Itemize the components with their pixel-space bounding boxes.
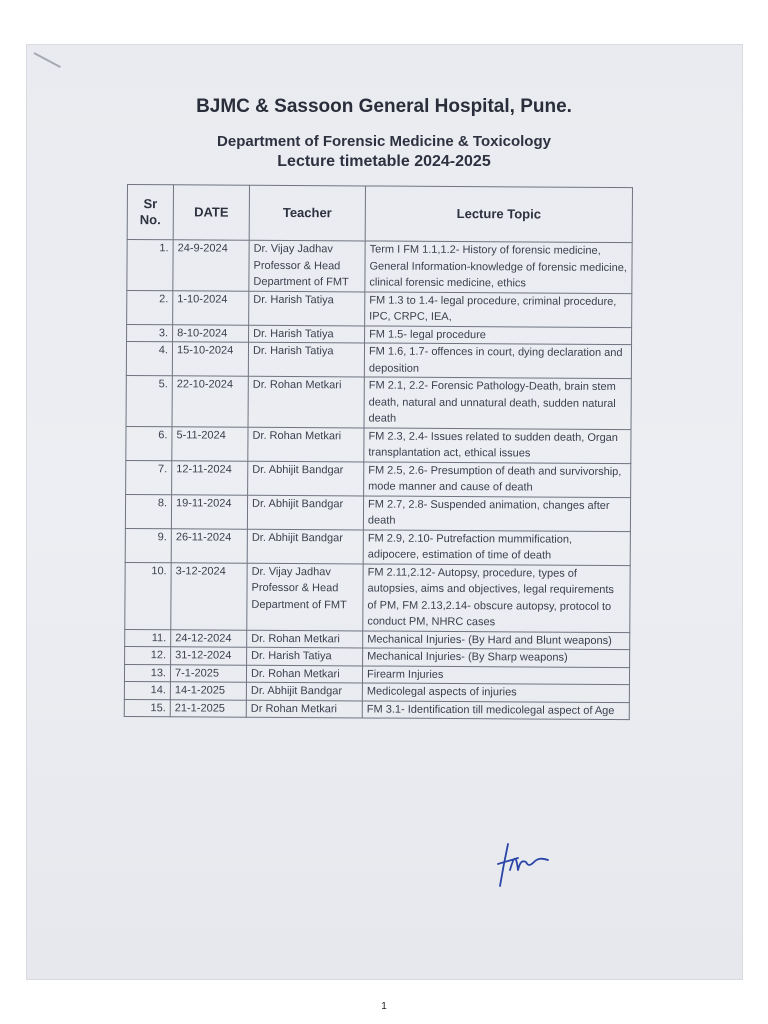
table-row (125, 562, 630, 632)
table-header-row (127, 185, 632, 243)
row-teacher: Dr. Rohan Metkari (248, 376, 364, 427)
row-topic: Firearm Injuries (362, 665, 629, 684)
table-row (126, 375, 631, 429)
table-row (127, 240, 632, 294)
row-topic: FM 2.7, 2.8- Suspended animation, changes after death (363, 495, 630, 531)
row-sr: 10. (125, 562, 171, 629)
table-row (126, 342, 631, 379)
row-sr: 14. (124, 681, 170, 699)
row-topic: FM 2.9, 2.10- Putrefaction mummification, adipocere, estimation of time of death (363, 529, 630, 565)
row-date: 21-1-2025 (170, 699, 246, 717)
header-teacher: Teacher (249, 185, 365, 241)
page-number: 1 (381, 1001, 387, 1012)
row-date: 12-11-2024 (172, 460, 248, 494)
row-teacher: Dr. Abhijit Bandgar (246, 682, 362, 700)
row-sr: 5. (126, 375, 172, 426)
row-sr: 12. (125, 646, 171, 664)
row-teacher: Dr. Harish Tatiya (249, 291, 365, 326)
row-topic: FM 2.5, 2.6- Presumption of death and survivorship, mode manner and cause of death (364, 461, 631, 497)
department-name: Department of Forensic Medicine & Toxicology (217, 133, 551, 150)
row-date: 15-10-2024 (172, 342, 248, 376)
row-topic: FM 2.3, 2.4- Issues related to sudden death, Organ transplantation act, ethical issues (364, 427, 631, 463)
row-topic: FM 2.1, 2.2- Forensic Pathology-Death, brain stem death, natural and unnatural death, sudden natural death (364, 377, 631, 429)
row-date: 26-11-2024 (171, 528, 247, 562)
table-row (125, 494, 630, 531)
table-body (124, 240, 632, 720)
row-date: 1-10-2024 (173, 290, 249, 324)
row-date: 7-1-2025 (170, 664, 246, 682)
row-teacher: Dr. Abhijit Bandgar (247, 529, 363, 564)
row-topic: Mechanical Injuries- (By Hard and Blunt weapons) (363, 630, 630, 649)
row-teacher: Dr. Vijay Jadhav Professor & Head Department of FMT (249, 240, 365, 291)
row-topic: FM 1.6, 1.7- offences in court, dying declaration and deposition (364, 343, 631, 379)
row-date: 24-9-2024 (173, 240, 249, 291)
row-teacher: Dr. Vijay Jadhav Professor & Head Department of FMT (247, 563, 363, 631)
row-sr: 7. (126, 460, 172, 494)
row-date: 3-12-2024 (171, 562, 247, 629)
row-date: 24-12-2024 (171, 629, 247, 647)
header-sr: Sr No. (127, 185, 173, 240)
row-date: 19-11-2024 (171, 494, 247, 528)
table-row (125, 528, 630, 565)
table-row (127, 290, 632, 327)
row-date: 5-11-2024 (172, 426, 248, 460)
row-teacher: Dr. Rohan Metkari (246, 665, 362, 683)
row-sr: 4. (126, 342, 172, 376)
row-teacher: Dr. Rohan Metkari (248, 427, 364, 462)
row-topic: FM 1.3 to 1.4- legal procedure, criminal procedure, IPC, CRPC, IEA, (365, 291, 632, 327)
row-date: 14-1-2025 (170, 682, 246, 700)
signature (492, 836, 552, 892)
row-topic: Medicolegal aspects of injuries (362, 683, 629, 702)
row-sr: 1. (127, 240, 173, 291)
row-teacher: Dr Rohan Metkari (246, 700, 362, 718)
row-sr: 3. (127, 324, 173, 342)
row-teacher: Dr. Harish Tatiya (249, 325, 365, 343)
row-teacher: Dr. Rohan Metkari (247, 630, 363, 648)
table-row (126, 426, 631, 463)
row-date: 31-12-2024 (171, 647, 247, 665)
row-topic: FM 1.5- legal procedure (365, 325, 632, 344)
header-topic: Lecture Topic (365, 186, 632, 243)
row-topic: FM 2.11,2.12- Autopsy, procedure, types of autopsies, aims and objectives, legal requirements of PM, FM 2.13,2.14- obscure autopsy, protocol to conduct PM, NHRC cases (363, 563, 630, 632)
lecture-timetable (124, 184, 633, 720)
row-sr: 6. (126, 426, 172, 460)
table-row (124, 699, 629, 720)
row-topic: Mechanical Injuries- (By Sharp weapons) (363, 648, 630, 667)
row-teacher: Dr. Abhijit Bandgar (248, 461, 364, 496)
row-teacher: Dr. Harish Tatiya (248, 342, 364, 377)
row-sr: 13. (124, 664, 170, 682)
row-teacher: Dr. Harish Tatiya (247, 647, 363, 665)
header-date: DATE (173, 185, 249, 240)
row-sr: 15. (124, 699, 170, 717)
page-title: BJMC & Sassoon General Hospital, Pune. (196, 96, 572, 117)
row-date: 22-10-2024 (172, 376, 248, 427)
row-teacher: Dr. Abhijit Bandgar (247, 495, 363, 530)
row-date: 8-10-2024 (173, 324, 249, 342)
timetable-heading: Lecture timetable 2024-2025 (277, 153, 491, 170)
row-topic: FM 3.1- Identification till medicolegal aspect of Age (362, 700, 629, 719)
table-row (126, 460, 631, 497)
row-sr: 8. (125, 494, 171, 528)
row-topic: Term I FM 1.1,1.2- History of forensic medicine, General Information-knowledge of forensic medicine, clinical forensic medicine, ethics (365, 241, 632, 293)
row-sr: 2. (127, 290, 173, 324)
row-sr: 11. (125, 629, 171, 647)
row-sr: 9. (125, 528, 171, 562)
